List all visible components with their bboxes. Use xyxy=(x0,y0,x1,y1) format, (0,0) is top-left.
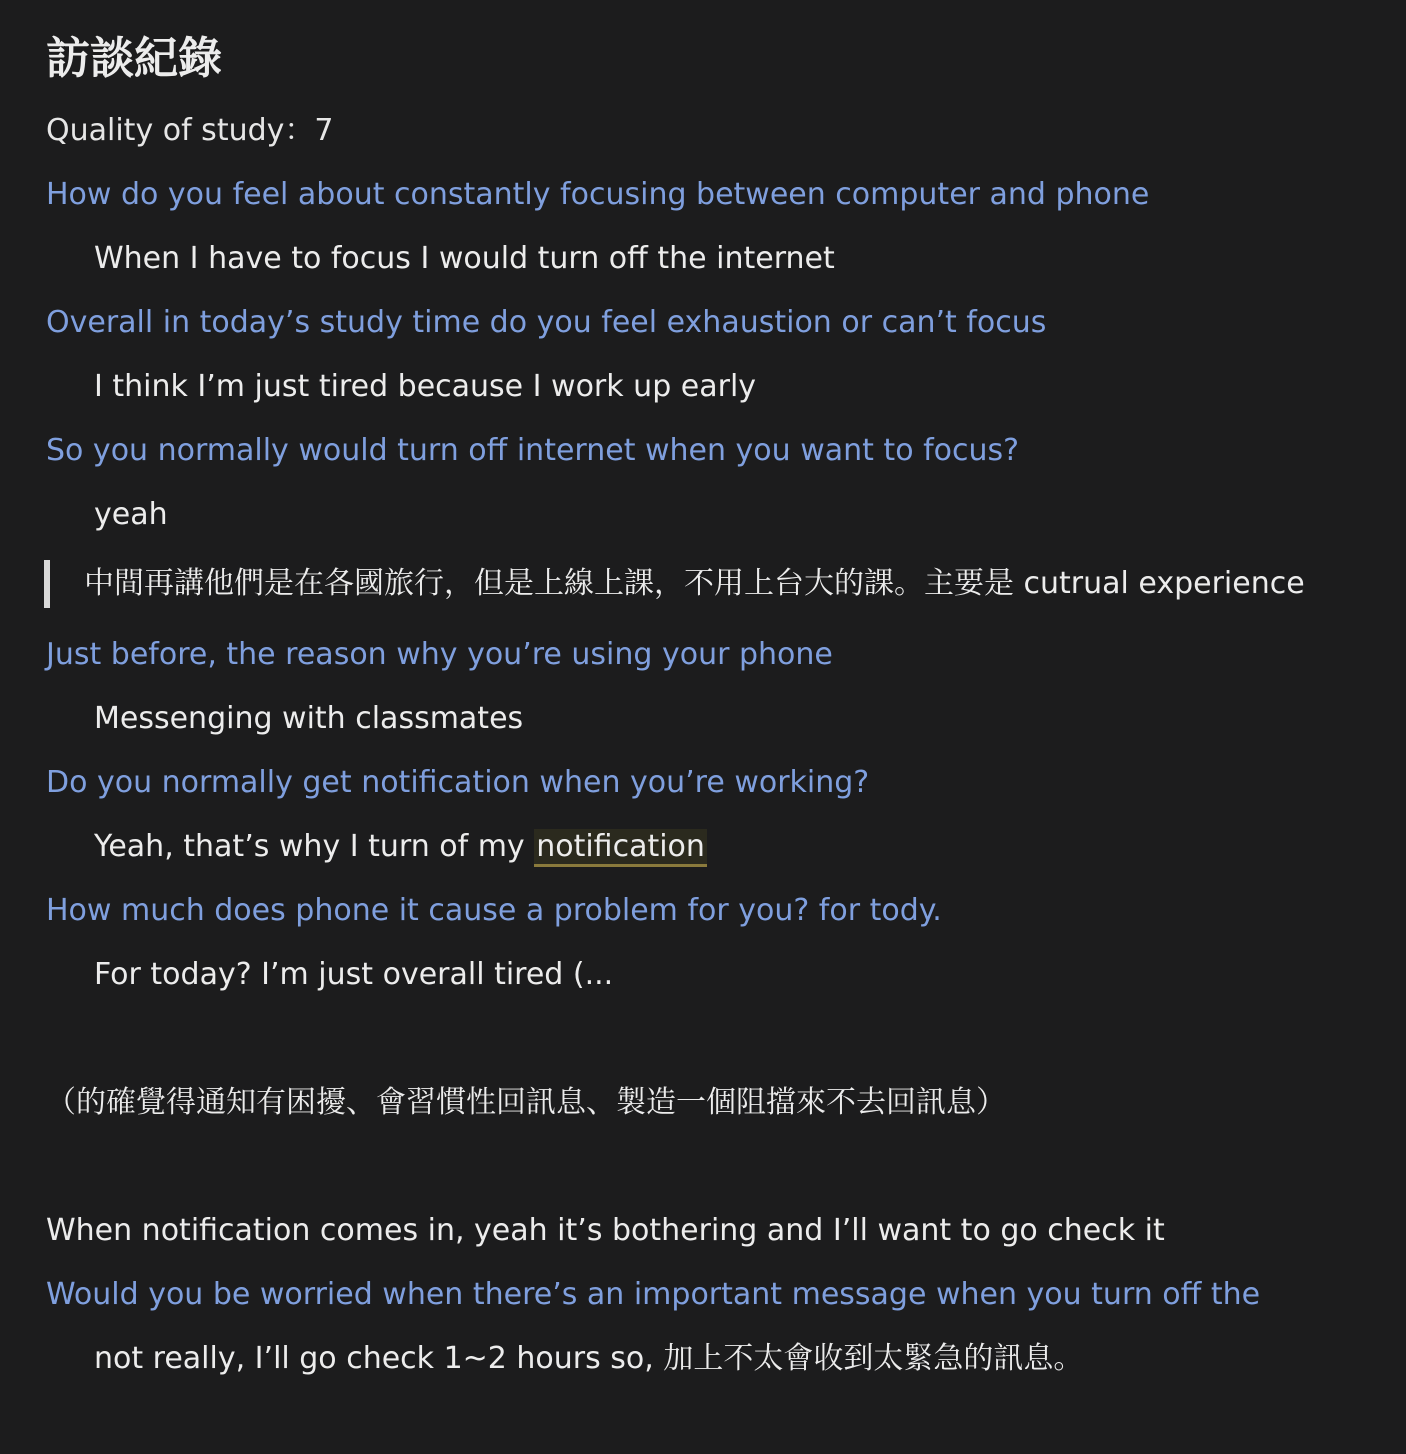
blockquote-text: 中間再講他們是在各國旅行，但是上線上課，不用上台大的課。主要是 cutrual experience xyxy=(84,566,1305,601)
question-4: Just before, the reason why you’re using your phone xyxy=(46,637,833,672)
blockquote-bar xyxy=(44,560,50,608)
page-title: 訪談紀錄 xyxy=(46,33,222,84)
question-6: How much does phone it cause a problem for you? for tody. xyxy=(46,893,942,928)
question-3: So you normally would turn off internet when you want to focus? xyxy=(46,433,1020,468)
statement: When notification comes in, yeah it’s bothering and I’ll want to go check it xyxy=(46,1213,1165,1248)
blockquote xyxy=(44,560,1305,608)
answer-7: not really, I’ll go check 1~2 hours so, 加上不太會收到太緊急的訊息。 xyxy=(94,1341,1084,1376)
question-1: How do you feel about constantly focusing between computer and phone xyxy=(46,177,1150,212)
answer-5-text: Yeah, that’s why I turn of my xyxy=(94,829,535,864)
question-2: Overall in today’s study time do you feel exhaustion or can’t focus xyxy=(46,305,1047,340)
question-7: Would you be worried when there’s an important message when you turn off the xyxy=(46,1277,1261,1312)
summary-note: （的確覺得通知有困擾、會習慣性回訊息、製造一個阻擋來不去回訊息） xyxy=(46,1085,1006,1120)
answer-4: Messenging with classmates xyxy=(94,701,524,736)
question-5: Do you normally get notification when you’re working? xyxy=(46,765,870,800)
quality-of-study: Quality of study：7 xyxy=(46,113,334,148)
answer-1: When I have to focus I would turn off the internet xyxy=(94,241,835,276)
highlighted-word[interactable]: notification xyxy=(534,829,707,867)
answer-5 xyxy=(94,827,707,867)
answer-2: I think I’m just tired because I work up early xyxy=(94,369,757,404)
answer-3: yeah xyxy=(94,497,168,532)
answer-6: For today? I’m just overall tired (... xyxy=(94,957,614,992)
